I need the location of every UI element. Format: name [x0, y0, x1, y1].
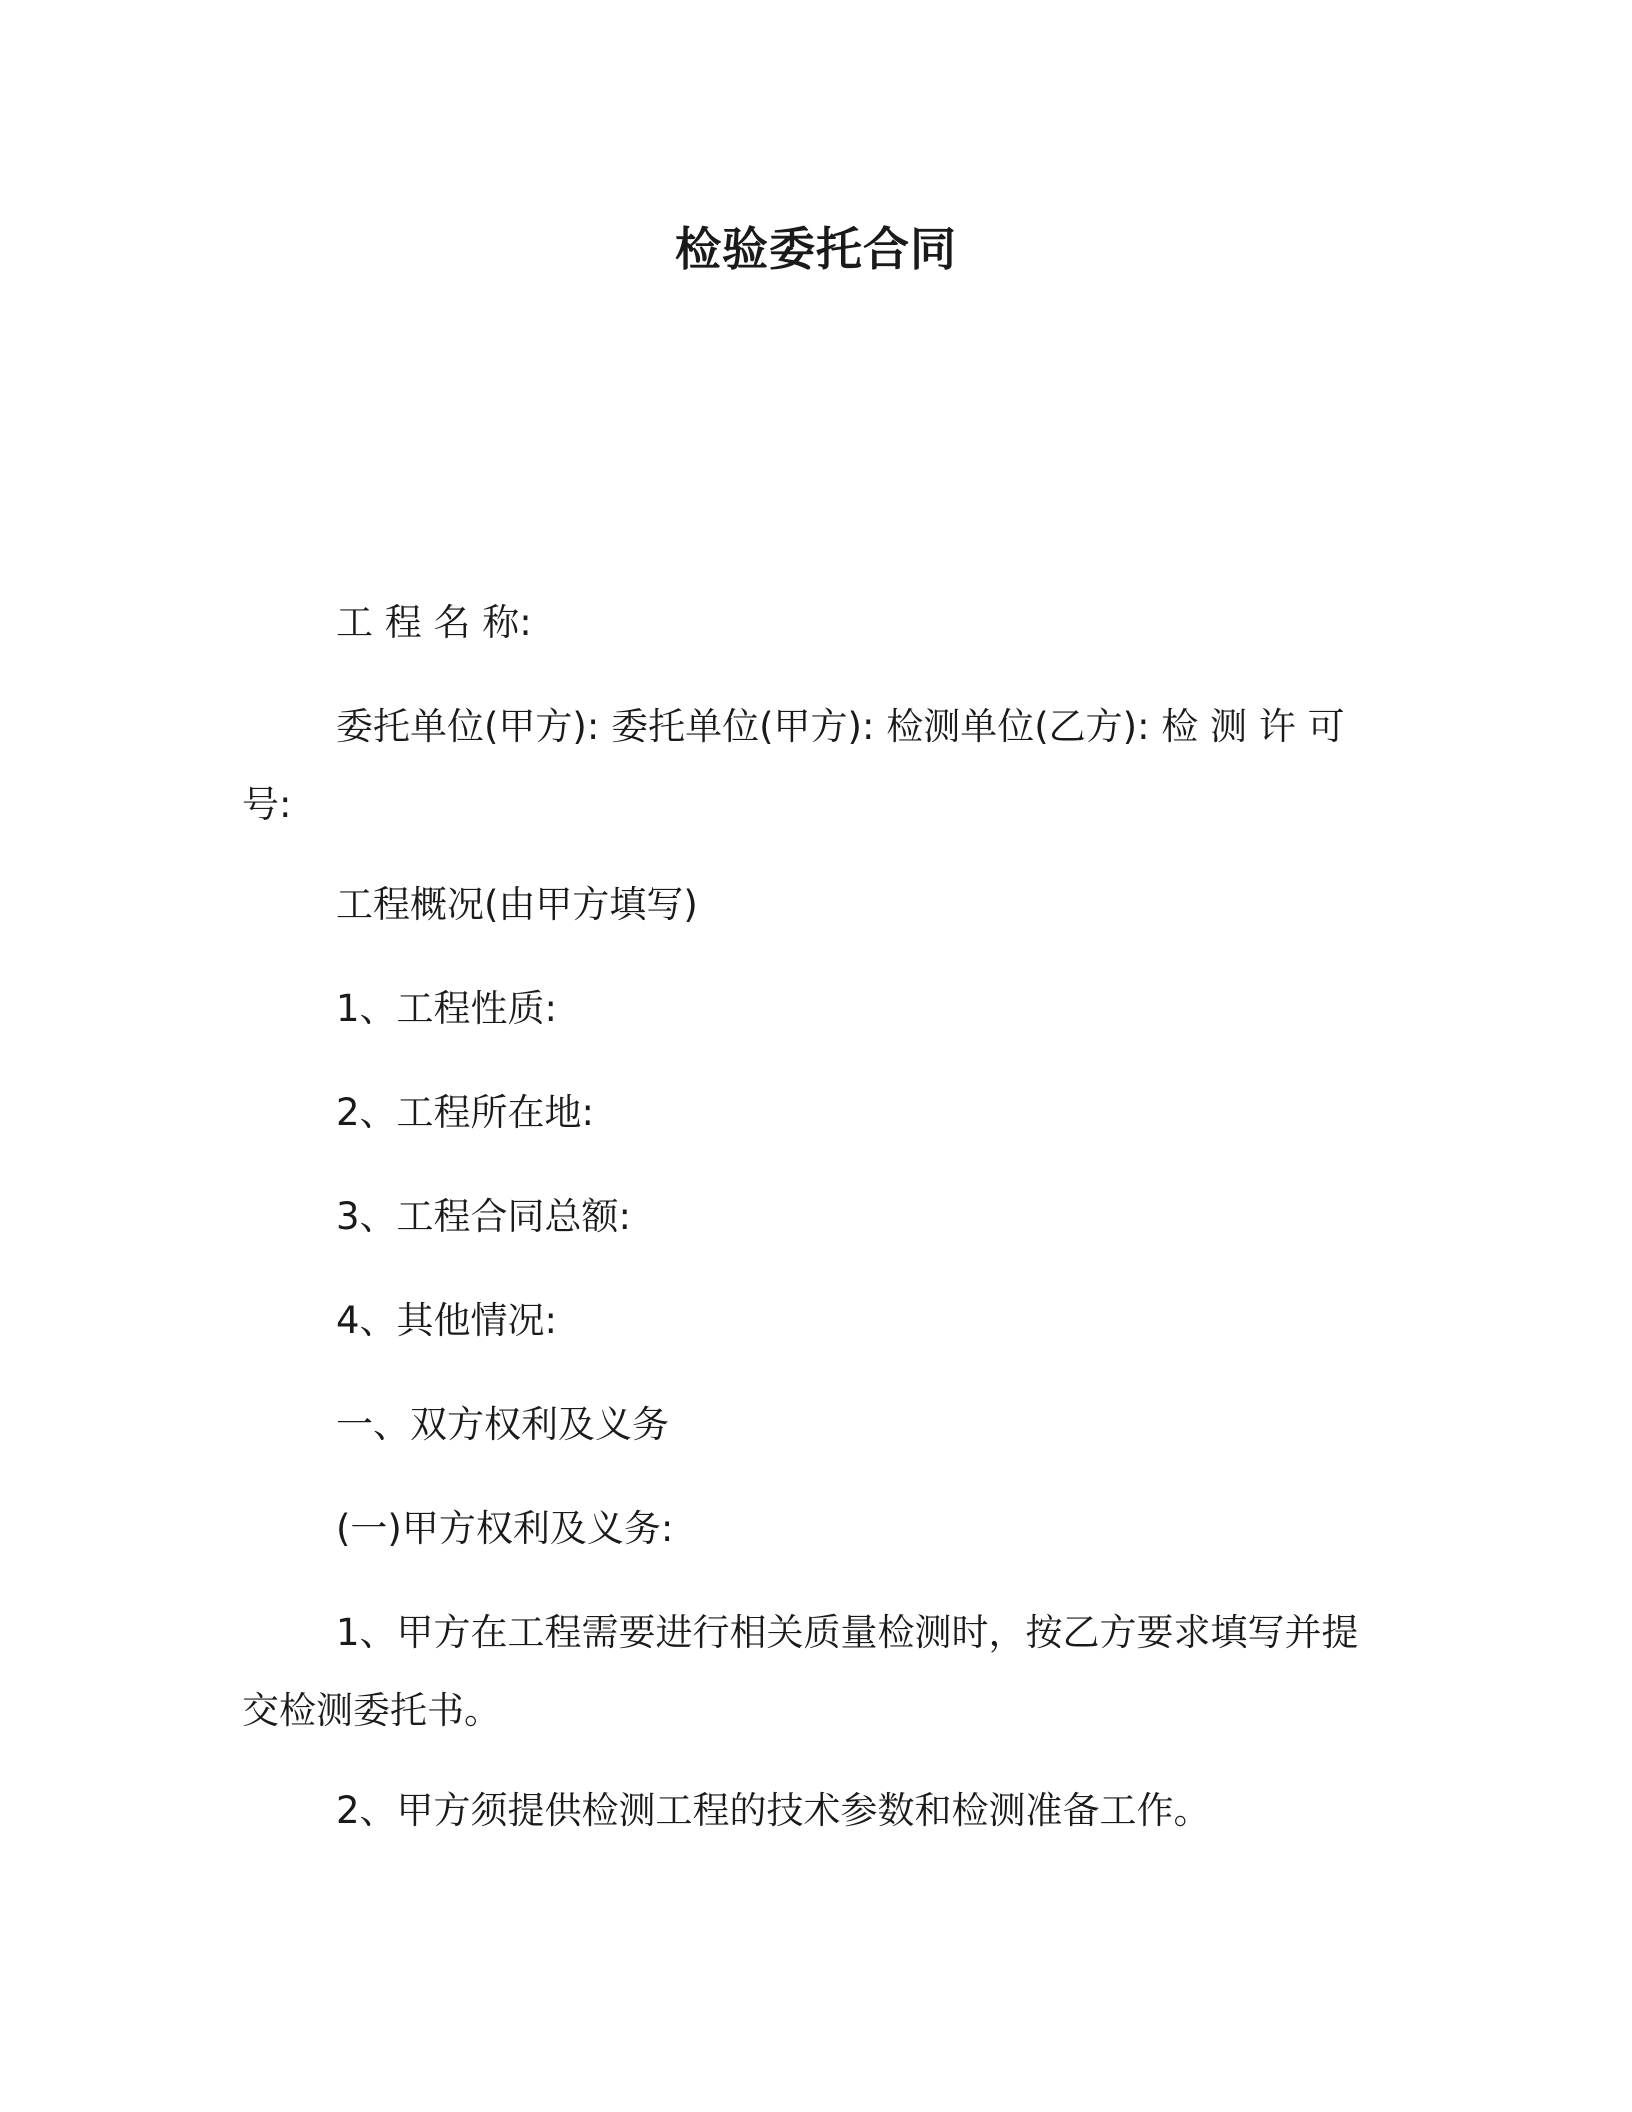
paragraph-project-overview: 工程概况(由甲方填写) [336, 883, 698, 926]
paragraph-project-location: 2、工程所在地: [336, 1091, 595, 1134]
document-title: 检验委托合同 [675, 222, 957, 276]
paragraph-other-info: 4、其他情况: [336, 1299, 558, 1342]
paragraph-party-a-clause-1: 1、甲方在工程需要进行相关质量检测时，按乙方要求填写并提交检测委托书。 [242, 1611, 1359, 1732]
paragraph-project-name: 工 程 名 称: [336, 601, 532, 644]
paragraph-contract-amount: 3、工程合同总额: [336, 1195, 632, 1238]
section-heading-rights-duties: 一、双方权利及义务 [336, 1403, 669, 1446]
subsection-heading-party-a: (一)甲方权利及义务: [336, 1507, 674, 1550]
paragraph-parties: 委托单位(甲方): 委托单位(甲方): 检测单位(乙方): 检 测 许 可 号: [242, 705, 1345, 826]
paragraph-party-a-clause-2: 2、甲方须提供检测工程的技术参数和检测准备工作。 [336, 1789, 1211, 1832]
paragraph-project-nature: 1、工程性质: [336, 987, 558, 1030]
